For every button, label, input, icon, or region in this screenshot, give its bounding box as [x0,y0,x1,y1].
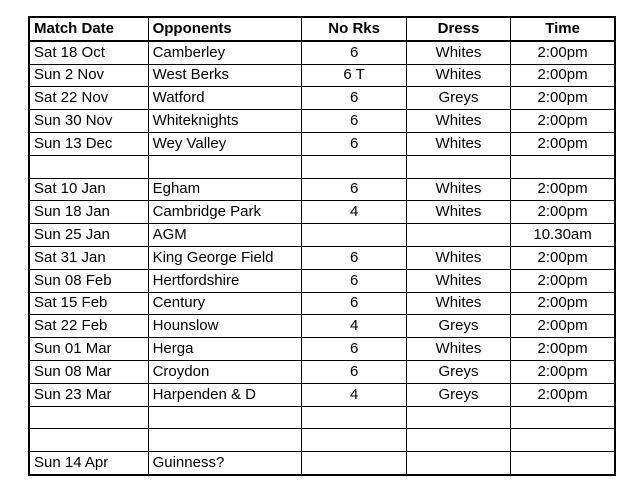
cell-time: 2:00pm [511,292,615,315]
cell-time: 2:00pm [511,383,615,406]
cell-opponents: Watford [148,87,302,110]
cell-no-rinks: 6 [302,132,406,155]
header-dress: Dress [406,17,510,41]
cell-no-rinks: 6 [302,292,406,315]
table-row [29,178,615,201]
cell-no-rinks: 4 [302,201,406,224]
cell-dress: Whites [406,246,510,269]
cell-match-date: Sat 22 Feb [29,315,148,338]
cell-no-rinks [302,155,406,178]
cell-no-rinks: 6 [302,360,406,383]
cell-match-date: Sat 18 Oct [29,41,148,64]
cell-time: 2:00pm [511,315,615,338]
cell-match-date: Sun 01 Mar [29,338,148,361]
cell-dress: Greys [406,383,510,406]
cell-opponents: Harpenden & D [148,383,302,406]
table-header [29,17,615,41]
cell-match-date: Sun 18 Jan [29,201,148,224]
table-row [29,338,615,361]
table-row [29,224,615,247]
cell-opponents: West Berks [148,64,302,87]
cell-no-rinks: 6 T [302,64,406,87]
header-opponents: Opponents [148,17,302,41]
cell-dress: Greys [406,360,510,383]
cell-no-rinks: 6 [302,269,406,292]
cell-opponents: Century [148,292,302,315]
cell-no-rinks: 6 [302,41,406,64]
cell-no-rinks [302,406,406,429]
cell-dress: Whites [406,292,510,315]
cell-time: 2:00pm [511,64,615,87]
cell-opponents: Guinness? [148,452,302,475]
cell-dress: Whites [406,110,510,133]
cell-dress: Whites [406,178,510,201]
table-body [29,41,615,475]
cell-opponents: Hounslow [148,315,302,338]
cell-match-date: Sun 08 Feb [29,269,148,292]
cell-match-date: Sun 2 Nov [29,64,148,87]
cell-match-date: Sun 13 Dec [29,132,148,155]
cell-no-rinks [302,224,406,247]
table-row [29,429,615,452]
header-row [29,17,615,41]
table-row [29,110,615,133]
header-match-date: Match Date [29,17,148,41]
cell-dress: Whites [406,201,510,224]
table-row [29,155,615,178]
cell-time: 2:00pm [511,201,615,224]
cell-time: 2:00pm [511,41,615,64]
cell-match-date: Sun 14 Apr [29,452,148,475]
cell-dress [406,429,510,452]
cell-no-rinks [302,452,406,475]
cell-time [511,452,615,475]
cell-no-rinks: 4 [302,315,406,338]
cell-opponents: Herga [148,338,302,361]
cell-time [511,429,615,452]
table-row [29,64,615,87]
cell-time: 2:00pm [511,87,615,110]
cell-dress [406,155,510,178]
cell-opponents: Croydon [148,360,302,383]
cell-dress: Whites [406,269,510,292]
cell-dress: Greys [406,315,510,338]
cell-no-rinks: 6 [302,110,406,133]
cell-dress: Whites [406,41,510,64]
cell-match-date [29,429,148,452]
cell-no-rinks: 4 [302,383,406,406]
cell-dress: Greys [406,87,510,110]
cell-match-date: Sun 30 Nov [29,110,148,133]
cell-match-date: Sat 31 Jan [29,246,148,269]
cell-time: 2:00pm [511,246,615,269]
cell-match-date: Sat 10 Jan [29,178,148,201]
table-row [29,201,615,224]
table-row [29,292,615,315]
cell-opponents [148,406,302,429]
cell-opponents: AGM [148,224,302,247]
cell-no-rinks: 6 [302,246,406,269]
cell-opponents: Wey Valley [148,132,302,155]
cell-match-date: Sun 23 Mar [29,383,148,406]
cell-time: 2:00pm [511,269,615,292]
cell-dress [406,452,510,475]
fixtures-table [28,16,616,476]
cell-dress: Whites [406,132,510,155]
cell-match-date: Sat 15 Feb [29,292,148,315]
table-row [29,315,615,338]
header-time: Time [511,17,615,41]
cell-no-rinks: 6 [302,87,406,110]
cell-time [511,155,615,178]
cell-time: 2:00pm [511,338,615,361]
table-row [29,269,615,292]
cell-opponents: Cambridge Park [148,201,302,224]
cell-opponents: Camberley [148,41,302,64]
cell-no-rinks [302,429,406,452]
cell-time: 2:00pm [511,132,615,155]
cell-match-date: Sun 25 Jan [29,224,148,247]
cell-match-date [29,155,148,178]
cell-no-rinks: 6 [302,178,406,201]
cell-opponents: Whiteknights [148,110,302,133]
cell-time: 2:00pm [511,178,615,201]
cell-opponents: Hertfordshire [148,269,302,292]
cell-time: 2:00pm [511,360,615,383]
table-row [29,383,615,406]
table-row [29,452,615,475]
table-row [29,132,615,155]
cell-time: 2:00pm [511,110,615,133]
cell-match-date: Sat 22 Nov [29,87,148,110]
cell-match-date: Sun 08 Mar [29,360,148,383]
header-no-rinks: No Rks [302,17,406,41]
table-row [29,246,615,269]
cell-match-date [29,406,148,429]
cell-dress: Whites [406,338,510,361]
cell-time: 10.30am [511,224,615,247]
cell-dress [406,224,510,247]
table-row [29,406,615,429]
cell-opponents: Egham [148,178,302,201]
table-row [29,360,615,383]
cell-opponents [148,155,302,178]
cell-opponents [148,429,302,452]
cell-no-rinks: 6 [302,338,406,361]
table-row [29,87,615,110]
table-row [29,41,615,64]
cell-dress [406,406,510,429]
cell-time [511,406,615,429]
cell-opponents: King George Field [148,246,302,269]
cell-dress: Whites [406,64,510,87]
